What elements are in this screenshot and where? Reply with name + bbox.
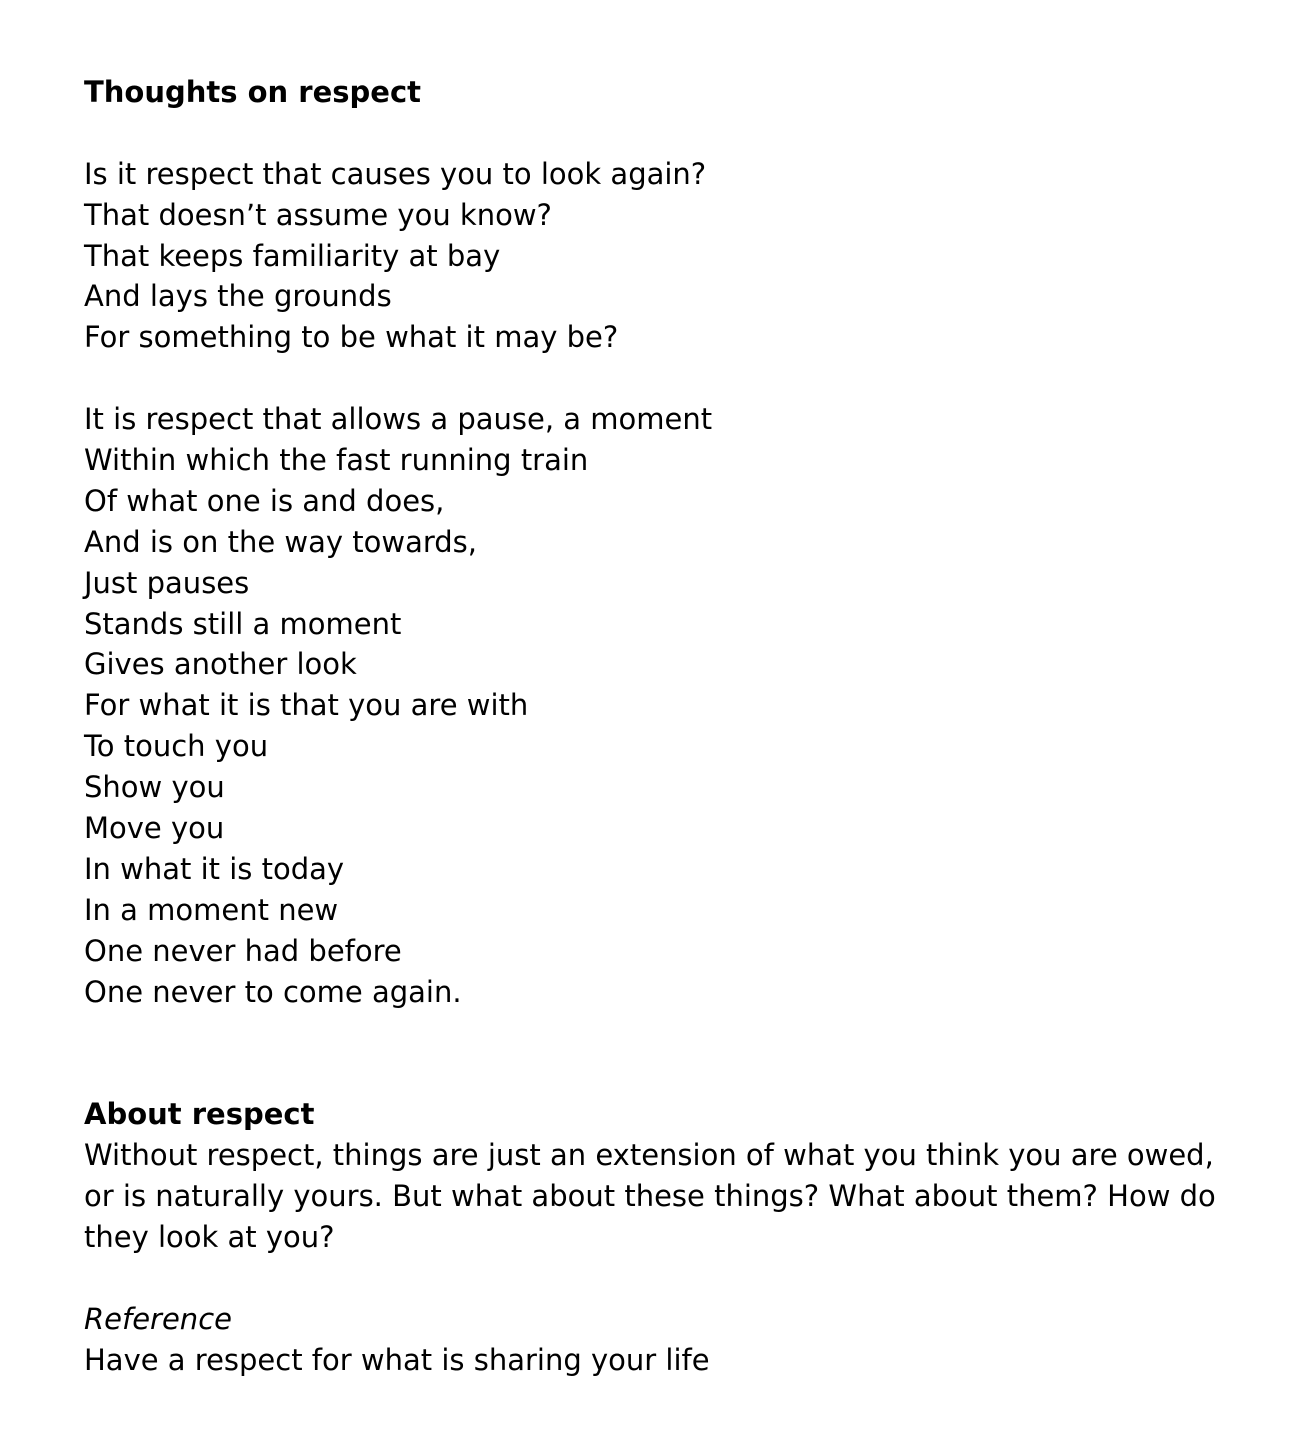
poem-line: And is on the way towards, xyxy=(84,524,478,559)
reference-text: Have a respect for what is sharing your life xyxy=(84,1342,710,1377)
poem-line: To touch you xyxy=(84,729,269,764)
poem-line: Is it respect that causes you to look again? xyxy=(84,156,707,191)
poem-line: Within which the fast running train xyxy=(84,443,589,478)
poem-line: That keeps familiarity at bay xyxy=(84,238,501,273)
document-page xyxy=(84,72,1234,1381)
spacer xyxy=(84,1258,1234,1299)
spacer xyxy=(84,358,1234,399)
poem-line: And lays the grounds xyxy=(84,279,392,314)
poem-line: Of what one is and does, xyxy=(84,483,445,518)
poem-line: Gives another look xyxy=(84,647,357,682)
poem-line: For what it is that you are with xyxy=(84,688,529,723)
poem-line: Show you xyxy=(84,770,225,805)
poem-title: Thoughts on respect xyxy=(84,75,421,109)
about-heading: About respect xyxy=(84,1097,315,1132)
about-body: Without respect, things are just an extension of what you think you are owed, or is naturally yours. But what about these things? What about them? How do they look at you? xyxy=(84,1138,1216,1254)
poem-line: Stands still a moment xyxy=(84,606,402,641)
poem-line: For something to be what it may be? xyxy=(84,320,619,355)
reference-label: Reference xyxy=(84,1301,232,1336)
poem-line: In what it is today xyxy=(84,851,345,886)
spacer xyxy=(84,113,1234,154)
poem-line: In a moment new xyxy=(84,892,339,927)
poem-line: One never to come again. xyxy=(84,974,462,1009)
poem-line: It is respect that allows a pause, a moment xyxy=(84,402,713,437)
spacer xyxy=(84,1012,1234,1094)
poem-line: Move you xyxy=(84,811,225,846)
poem-line: That doesn’t assume you know? xyxy=(84,197,552,232)
poem-line: Just pauses xyxy=(84,565,250,600)
poem-stanza-1 xyxy=(84,154,1234,358)
poem-stanza-2 xyxy=(84,399,1234,1012)
poem-line: One never had before xyxy=(84,933,402,968)
